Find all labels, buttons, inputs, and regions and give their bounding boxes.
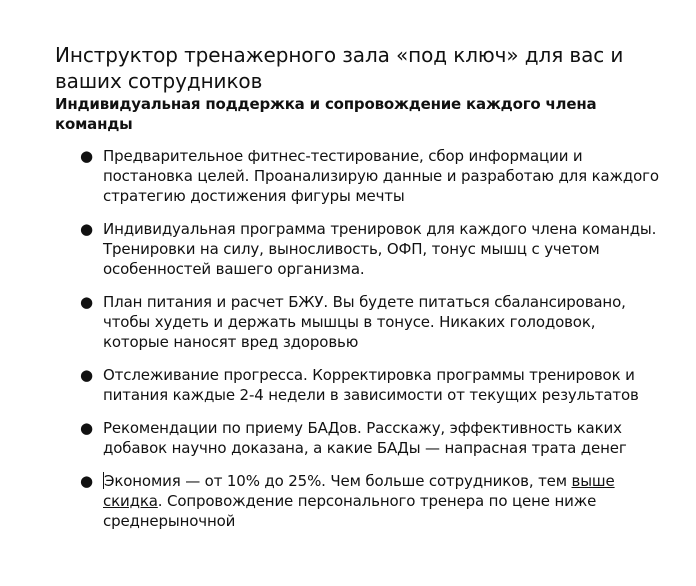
bullet-icon: ●	[80, 293, 93, 311]
list-item-text: Отслеживание прогресса. Корректировка программы тренировок и питания каждые 2-4 недели в зависимости от текущих результатов	[103, 366, 639, 404]
list-item-text: Рекомендации по приему БАДов. Расскажу, эффективность каких добавок научно доказана, а какие БАДы — напрасная трата денег	[103, 419, 627, 457]
list-item[interactable]	[55, 471, 665, 531]
list-item-text: План питания и расчет БЖУ. Вы будете питаться сбалансировано, чтобы худеть и держать мышцы в тонусе. Никаких голодовок, которые наносят вред здоровью	[103, 293, 626, 351]
list-item-text: Предварительное фитнес-тестирование, сбор информации и постановка целей. Проанализирую данные и разработаю для каждого стратегию достижения фигуры мечты	[103, 147, 659, 205]
bullet-icon: ●	[80, 220, 93, 238]
document-subtitle: Индивидуальная поддержка и сопровождение каждого члена команды	[55, 95, 597, 133]
bullet-icon: ●	[80, 147, 93, 165]
discount-link[interactable]: выше скидка	[103, 472, 615, 510]
list-item-text: Индивидуальная программа тренировок для каждого члена команды. Тренировки на силу, выносливость, ОФП, тонус мышц с учетом особенностей вашего организма.	[103, 220, 657, 278]
list-item-text-before: Экономия — от 10% до 25%. Чем больше сотрудников, тем	[104, 472, 572, 490]
list-item	[55, 292, 665, 352]
list-item	[55, 146, 665, 206]
document-title: Инструктор тренажерного зала «под ключ» для вас и ваших сотрудников	[55, 43, 624, 93]
bullet-icon: ●	[80, 472, 93, 490]
bullet-icon: ●	[80, 366, 93, 384]
list-item	[55, 418, 665, 458]
list-item	[55, 219, 665, 279]
bullet-icon: ●	[80, 419, 93, 437]
list-item-text-after: . Сопровождение персонального тренера по цене ниже среднерыночной	[103, 492, 597, 530]
list-item	[55, 365, 665, 405]
feature-list	[55, 146, 665, 531]
document	[55, 42, 665, 544]
